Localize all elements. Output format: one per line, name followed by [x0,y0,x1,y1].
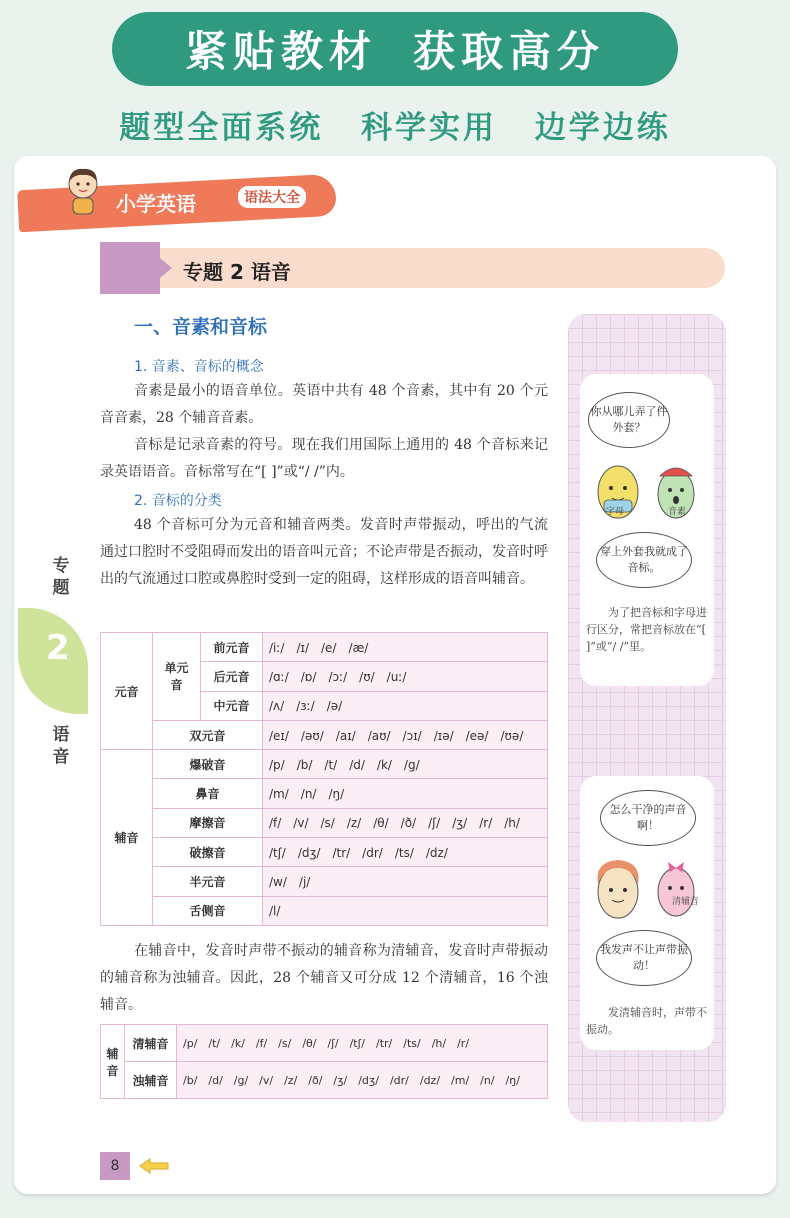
cell-value: /ɑː/ /ɒ/ /ɔː/ /ʊ/ /uː/ [263,662,548,691]
cell-value: /m/ /n/ /ŋ/ [263,779,548,808]
banner-left-text: 紧贴教材 [184,27,377,76]
subheading-classification: 2. 音标的分类 [134,493,222,509]
paragraph-voiced-voiceless: 在辅音中，发音时声带不振动的辅音称为清辅音，发音时声带振动的辅音称为浊辅音。因此，28 个辅音又可分成 12 个清辅音，16 个浊辅音。 [100,943,548,1013]
header-subtitle [0,102,790,147]
paragraph-phoneme: 音素是最小的语音单位。英语中共有 48 个音素，其中有 20 个元音音素，28 个辅音音素。 [100,383,548,426]
paragraph-phonetic-symbol: 音标是记录音素的符号。现在我们用国际上通用的 48 个音标来记录英语语音。音标常写在“[ ]”或“/ /”内。 [100,437,548,480]
speech-bubble: 我发声不让声带振动！ [596,930,692,986]
subtitle-part-2: 科学实用 [361,110,497,146]
chapter-tab-arrow [160,258,172,278]
cell-label: 舌侧音 [153,896,263,925]
cell-label: 破擦音 [153,838,263,867]
subheading-concept: 1. 音素、音标的概念 [134,359,264,375]
cell-label: 中元音 [201,691,263,720]
cell-label: 半元音 [153,867,263,896]
tag-left: 字母 [606,507,625,517]
chapter-tab [100,242,160,294]
kid-mascot-icon [56,162,110,216]
cell-consonant: 辅音 [101,750,153,926]
cell-value: /tʃ/ /dʒ/ /tr/ /dr/ /ts/ /dz/ [263,838,548,867]
cell-value: /p/ /t/ /k/ /f/ /s/ /θ/ /ʃ/ /tʃ/ /tr/ /ts/ /h/ /r/ [177,1025,548,1062]
book-title: 小学英语 [116,192,196,216]
cell-consonant-group: 辅音 [101,1025,125,1099]
cell-monophthong: 单元音 [153,633,201,721]
cell-label: 清辅音 [125,1025,177,1062]
cell-value: /p/ /b/ /t/ /d/ /k/ /g/ [263,750,548,779]
cell-value: /l/ [263,896,548,925]
cell-label: 双元音 [153,720,263,749]
cell-value: /w/ /j/ [263,867,548,896]
paragraph-vowel-consonant: 48 个音标可分为元音和辅音两类。发音时声带振动，呼出的气流通过口腔时不受阻碍而发出的语音叫元音；不论声带是否振动，发音时呼出的气流通过口腔或鼻腔时受到一定的阻碍，这样形成的语音叫辅音。 [100,517,548,587]
comic-caption: 发清辅音时，声带不振动。 [586,1006,707,1036]
cell-label: 浊辅音 [125,1062,177,1099]
speech-bubble: 怎么干净的声音啊！ [600,790,696,846]
cell-vowel: 元音 [101,633,153,750]
speech-bubble: 穿上外套我就成了音标。 [596,532,692,588]
cell-label: 后元音 [201,662,263,691]
cell-label: 摩擦音 [153,808,263,837]
tag-right: 清辅音 [672,897,700,907]
side-tab-label-bottom: 语音 [52,725,70,767]
phonetic-table [100,632,548,926]
cell-label: 爆破音 [153,750,263,779]
cell-label: 鼻音 [153,779,263,808]
consonant-table [100,1024,548,1099]
tag-right: 音素 [668,507,687,517]
cell-label: 前元音 [201,633,263,662]
banner-right-text: 获取高分 [413,27,606,76]
header-banner [112,12,678,86]
page-number: 8 [100,1152,130,1180]
side-tab-number: 2 [46,628,70,668]
subtitle-part-1: 题型全面系统 [119,110,324,146]
speech-bubble: 你从哪儿弄了件外套？ [588,392,670,448]
cell-value: /b/ /d/ /g/ /v/ /z/ /ð/ /ʒ/ /dʒ/ /dr/ /dz/ /m/ /n/ /ŋ/ [177,1062,548,1099]
subtitle-part-3: 边学边练 [534,110,671,146]
cell-value: /iː/ /ɪ/ /e/ /æ/ [263,633,548,662]
arrow-left-icon [138,1157,170,1175]
cell-value: /f/ /v/ /s/ /z/ /θ/ /ð/ /ʃ/ /ʒ/ /r/ /h/ [263,808,548,837]
eggs-characters-icon [584,452,710,530]
cell-value: /eɪ/ /əʊ/ /aɪ/ /aʊ/ /ɔɪ/ /ɪə/ /eə/ /ʊə/ [263,720,548,749]
comic-caption: 为了把音标和字母进行区分，常把音标放在“[ ]”或“/ /”里。 [586,606,707,653]
book-subtitle: 语法大全 [238,186,306,208]
section-heading: 一、音素和音标 [134,316,268,338]
chapter-title: 专题 2 语音 [183,260,291,284]
cell-value: /ʌ/ /ɜː/ /ə/ [263,691,548,720]
eggs-characters-icon [584,848,710,928]
side-tab-label-top: 专题 [52,556,70,598]
